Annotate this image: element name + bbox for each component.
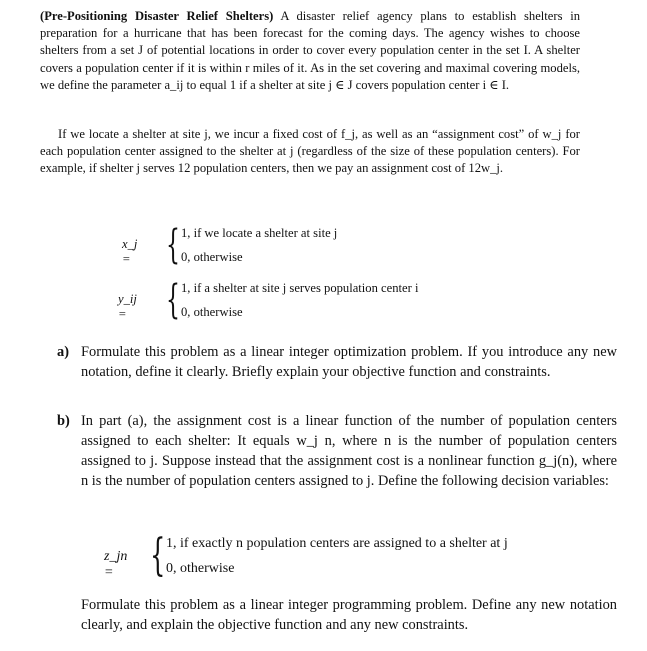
intro-paragraph xyxy=(40,8,580,94)
intro-text: A disaster relief agency plans to establish shelters in preparation for a hurricane that has been forecast for the coming days. The agency wishes to choose shelters from a set J of potential locations in order to cover every population center in the set I. A shelter covers a population center if it is within r miles of it. As in the set covering and maximal covering models, we define the parameter a_ij to equal 1 if a shelter at site j ∈ J covers population center i ∈ I. xyxy=(40,9,581,92)
cost-paragraph xyxy=(40,126,580,178)
part-a-text: Formulate this problem as a linear integer optimization problem. If you introduce any new notation, define it clearly. Briefly explain your objective function and constraints. xyxy=(81,344,617,380)
problem-title: (Pre-Positioning Disaster Relief Shelters) xyxy=(40,9,274,23)
y-brace: { xyxy=(166,277,180,323)
y-case-2: 0, otherwise xyxy=(181,305,243,319)
cost-text: If we locate a shelter at site j, we incur a fixed cost of f_j, as well as an “assignment cost” of w_j for each population center assigned to the shelter at j (regardless of the size of these population centers). For example, if shelter j serves 12 population centers, then we pay an assignment cost of 12w_j. xyxy=(40,127,580,176)
y-case-1: 1, if a shelter at site j serves population center i xyxy=(181,281,419,295)
z-brace: { xyxy=(150,530,166,581)
part-b-text: In part (a), the assignment cost is a linear function of the number of population centers assigned to each shelter: It equals w_j n, where n is the number of population centers assigned to j. Suppose instead that the assignment cost is a nonlinear function g_j(n), where n is the number of population centers assigned to j. Define the following decision variables: xyxy=(81,413,617,489)
x-case-1: 1, if we locate a shelter at site j xyxy=(181,226,338,240)
z-case-1: 1, if exactly n population centers are assigned to a shelter at j xyxy=(166,536,508,551)
part-b-label: b) xyxy=(57,413,70,429)
part-a xyxy=(57,342,617,382)
z-lhs: z_jn = xyxy=(104,549,128,580)
part-a-label: a) xyxy=(57,344,69,360)
y-lhs: y_ij = xyxy=(118,292,137,321)
x-case-2: 0, otherwise xyxy=(181,250,243,264)
z-case-2: 0, otherwise xyxy=(166,561,235,576)
part-b xyxy=(57,411,617,491)
x-lhs: x_j = xyxy=(122,237,138,266)
x-brace: { xyxy=(166,222,180,268)
part-b-followup: Formulate this problem as a linear integer programming problem. Define any new notation clearly, and explain the objective function and any new constraints. xyxy=(81,597,617,633)
